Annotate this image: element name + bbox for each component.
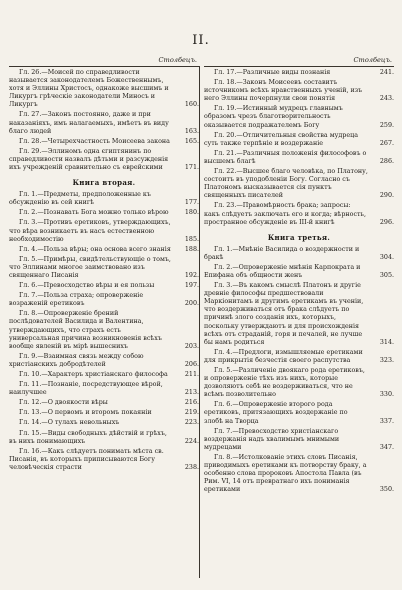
toc-entry-column-number: 286.: [379, 157, 394, 165]
toc-entry-title: Гл. 28.—Четырехчастность Моисеева закона: [19, 137, 170, 145]
toc-entry-column-number: 180.: [184, 209, 199, 217]
toc-entry-title: Гл. 4.—Предлоги, измышляемые еретиками для прикрытія безчестія своего распутства: [204, 348, 363, 364]
toc-entry-title: Гл. 15.—Виды свободныхъ дѣйствій и грѣхъ, въ нихъ понимающихъ: [9, 429, 167, 445]
toc-entry: [204, 168, 394, 200]
toc-entry-column-number: 224.: [184, 437, 199, 445]
section-heading-book-2: Книга вторая.: [72, 178, 136, 188]
toc-entry-column-number: 197.: [184, 282, 199, 290]
toc-entry-title: Гл. 4.—Польза вѣры; она основа всего знанія: [19, 245, 171, 253]
toc-entry-title: Гл. 11.—Познаніе, посредствующее вѣрой, наилучшее: [9, 381, 163, 397]
toc-entry: [9, 209, 199, 217]
toc-entry-title: Гл. 20.—Отличительныя свойства мудреца суть также терпѣніе и воздержаніе: [204, 131, 358, 147]
toc-entry-title: Гл. 8.—Истолкованіе этихъ словъ Писанія, приводимыхъ еретиками къ потворству браку, а особенно слова пророковъ Апостола Павла (въ Рим. VI, 14 отъ превратнаго ихъ пониманія еретиками: [204, 453, 367, 494]
toc-entry-title: Гл. 22.—Высшее благо человѣка, по Платону, состоитъ въ уподобленіи Богу. Согласно съ Платономъ высказывается сія пунктъ священныхъ писателей: [204, 168, 368, 200]
column-divider: [199, 66, 200, 578]
toc-entry-column-number: 165.: [184, 137, 199, 145]
toc-entry: [9, 256, 199, 280]
toc-entry: [204, 401, 394, 425]
toc-entry-column-number: 330.: [379, 391, 394, 399]
toc-entry-column-number: 163.: [184, 127, 199, 135]
toc-entry-title: Гл. 5.—Примѣры, свидѣтельствующіе о томъ, что Эллинами многое заимствовано изъ священнаго Писанія: [9, 255, 171, 279]
toc-entry: [9, 148, 199, 172]
toc-entry-title: Гл. 19.—Истинный мудрецъ главнымъ образомъ чрезъ благотворительность оказывается подражателемъ Богу: [204, 105, 343, 129]
toc-entry: [204, 454, 394, 494]
toc-entry-title: Гл. 18.—Законъ Моисеевъ составитъ источникомъ всѣхъ нравственныхъ ученій, изъ него Эллины почерпнули свои понятія: [204, 79, 363, 103]
toc-entry-column-number: 304.: [379, 253, 394, 261]
toc-entry: [9, 310, 199, 350]
toc-entry-column-number: 188.: [184, 245, 199, 253]
toc-entry: [9, 353, 199, 369]
toc-entry-title: Гл. 1.—Предметы, предположенные къ обсужденію въ сей книгѣ: [9, 191, 151, 207]
toc-entry-column-number: 267.: [379, 139, 394, 147]
toc-entry-column-number: 219.: [184, 409, 199, 417]
toc-entry-title: Гл. 5.—Различеніе двоякаго рода еретиковъ, и опроверженіе тѣхъ изъ нихъ, которые дозволяютъ себѣ не воздерживаться, что не всѣмъ позволительно: [204, 367, 365, 399]
toc-entry-column-number: 206.: [184, 360, 199, 368]
toc-entry: [204, 202, 394, 226]
toc-entry-title: Гл. 23.—Правомѣрность брака; запросы: какъ слѣдуетъ заключать его и когда; вѣрность, пространное обсужденіе въ III-й книгѣ: [204, 202, 366, 226]
toc-entry-title: Гл. 12.—О двоякости вѣры: [19, 399, 108, 407]
toc-entry-column-number: 200.: [184, 300, 199, 308]
toc-entry-title: Гл. 8.—Опроверженіе брений послѣдователей Василида и Валентина, утверждающихъ, что страхъ есть универсальная причина возникновенія всѣхъ вообще явленій въ мірѣ вышеснихъ: [9, 310, 162, 350]
toc-entry: [204, 69, 394, 77]
toc-entry-column-number: 177.: [184, 199, 199, 207]
toc-entry: [9, 138, 199, 146]
toc-entry: [9, 282, 199, 290]
toc-entry-column-number: 192.: [184, 271, 199, 279]
toc-entry-title: Гл. 3.—Противъ еретиковъ, утверждающихъ, что вѣра возникаетъ въ насъ естественною необходимостію: [9, 219, 171, 243]
toc-entry: [204, 367, 394, 399]
left-column-header: Столбецъ.: [9, 56, 199, 67]
toc-entry: [204, 428, 394, 452]
toc-entry-title: Гл. 7.—Превосходство христіанскаго воздержанія надъ хвалимымъ мнимыми мудрецами: [204, 427, 340, 451]
left-entries-book1: [9, 69, 199, 172]
toc-entry: [9, 219, 199, 243]
toc-entry-column-number: 347.: [379, 443, 394, 451]
toc-entry-title: Гл. 26.—Моисей по справедливости называется законодателемъ Божественнымъ, хотя и Эллины Христосъ, однакоже высшимъ и Ликургъ грѣческіе законодатели Миносъ и Ликургъ: [9, 69, 169, 109]
toc-entry-column-number: 259.: [379, 121, 394, 129]
toc-entry-column-number: 203.: [184, 342, 199, 350]
toc-entry-column-number: 223.: [184, 419, 199, 427]
toc-entry: [204, 105, 394, 129]
toc-entry-title: Гл. 3.—Въ какомъ смыслѣ Платонъ и другіе древніе философы предшествовали Маркіонитамъ и другимъ еретикамъ въ ученіи, что воздерживаться отъ брака слѣдуетъ по причинѣ злого созданія ихъ, которыхъ, поскольку утверждаютъ и для происхожденія всѣхъ отъ страданій, горя и печалей, не лучше бы намъ родиться: [204, 282, 364, 346]
toc-entry-column-number: 211.: [184, 371, 199, 378]
toc-entry: [9, 399, 199, 407]
toc-entry-column-number: 216.: [184, 399, 199, 407]
toc-entry: [9, 371, 199, 379]
toc-entry-column-number: 305.: [379, 271, 394, 279]
toc-entry-title: Гл. 13.—О первомъ и второмъ покаяніи: [19, 409, 152, 417]
toc-entry: [204, 349, 394, 365]
toc-entry: [9, 430, 199, 446]
toc-entry-title: Гл. 16.—Какъ слѣдуетъ понимать мѣста св. Писанія, въ которыхъ приписываются Богу человѣческія страсти: [9, 447, 164, 471]
section-heading-book-3: Книга третья.: [267, 232, 331, 242]
toc-entry-column-number: 213.: [184, 389, 199, 397]
toc-entry-column-number: 171.: [184, 164, 199, 172]
toc-entry-title: Гл. 27.—Законъ постоянно, даже и при наказаніяхъ, имъ налагаемыхъ, имѣетъ въ виду благо людей: [9, 111, 169, 135]
toc-entry: [9, 448, 199, 472]
toc-entry-column-number: 323.: [379, 356, 394, 364]
toc-entry: [204, 79, 394, 103]
toc-entry: [9, 69, 199, 109]
right-column: [204, 56, 394, 496]
toc-entry: [204, 264, 394, 280]
toc-entry-title: Гл. 14.—О тулахъ невольныхъ: [19, 419, 120, 427]
toc-entry: [204, 246, 394, 262]
toc-entry-title: Гл. 21.—Различныя положенія философовъ о высшемъ благѣ: [204, 149, 367, 165]
toc-entry-title: Гл. 10.—Характеръ христіанскаго философа: [19, 371, 168, 378]
toc-entry-title: Гл. 9.—Взаимная связь между собою христіанскихъ добродѣтелей: [9, 352, 144, 368]
right-column-header: Столбецъ.: [204, 56, 394, 67]
toc-entry: [204, 132, 394, 148]
toc-entry-column-number: 238.: [184, 463, 199, 471]
toc-entry-title: Гл. 2.—Познавать Бога можно только вѣрою: [19, 209, 169, 217]
toc-entry: [9, 409, 199, 417]
toc-entry-title: Гл. 17.—Различные виды познанія: [214, 69, 331, 76]
toc-entry: [9, 246, 199, 254]
toc-entry: [204, 150, 394, 166]
left-column: [9, 56, 199, 474]
toc-entry: [9, 381, 199, 397]
toc-entry-title: Гл. 1.—Мнѣніе Василида о воздержности и бракѣ: [204, 245, 360, 261]
toc-entry-column-number: 243.: [379, 95, 394, 103]
toc-entry: [9, 191, 199, 207]
toc-entry-column-number: 337.: [379, 417, 394, 425]
toc-entry-column-number: 296.: [379, 218, 394, 226]
left-entries-book2: [9, 191, 199, 472]
toc-entry-column-number: 314.: [379, 338, 394, 346]
toc-entry: [204, 282, 394, 347]
toc-entry-column-number: 241.: [379, 69, 394, 76]
page-number: II.: [192, 33, 210, 48]
toc-entry: [9, 111, 199, 135]
right-entries-book2: [204, 69, 394, 227]
toc-entry-title: Гл. 6.—Превосходство вѣры и ея пользы: [19, 282, 155, 290]
toc-entry-title: Гл. 29.—Эллиномъ одна єгиптянинъ по справедливости назвалъ дѣтьми и разсужденія ихъ учрежденій сравнительно съ еврейскими: [9, 147, 169, 172]
toc-entry-column-number: 160.: [184, 101, 199, 109]
toc-entry-column-number: 185.: [184, 235, 199, 243]
toc-entry-title: Гл. 7.—Польза страха; опроверженіе возраженій еретиковъ: [9, 292, 144, 308]
toc-entry-column-number: 350.: [379, 486, 394, 494]
toc-entry-title: Гл. 2.—Опроверженіе мнѣнія Карпократа и Епифана объ общности женъ: [204, 263, 361, 279]
toc-entry: [9, 419, 199, 427]
toc-entry-column-number: 290.: [379, 192, 394, 200]
toc-entry-title: Гл. 6.—Опроверженіе второго рода еретиковъ, притязающихъ воздержаніе по злобѣ на Творца: [204, 401, 348, 425]
right-entries-book3: [204, 246, 394, 495]
toc-entry: [9, 292, 199, 308]
